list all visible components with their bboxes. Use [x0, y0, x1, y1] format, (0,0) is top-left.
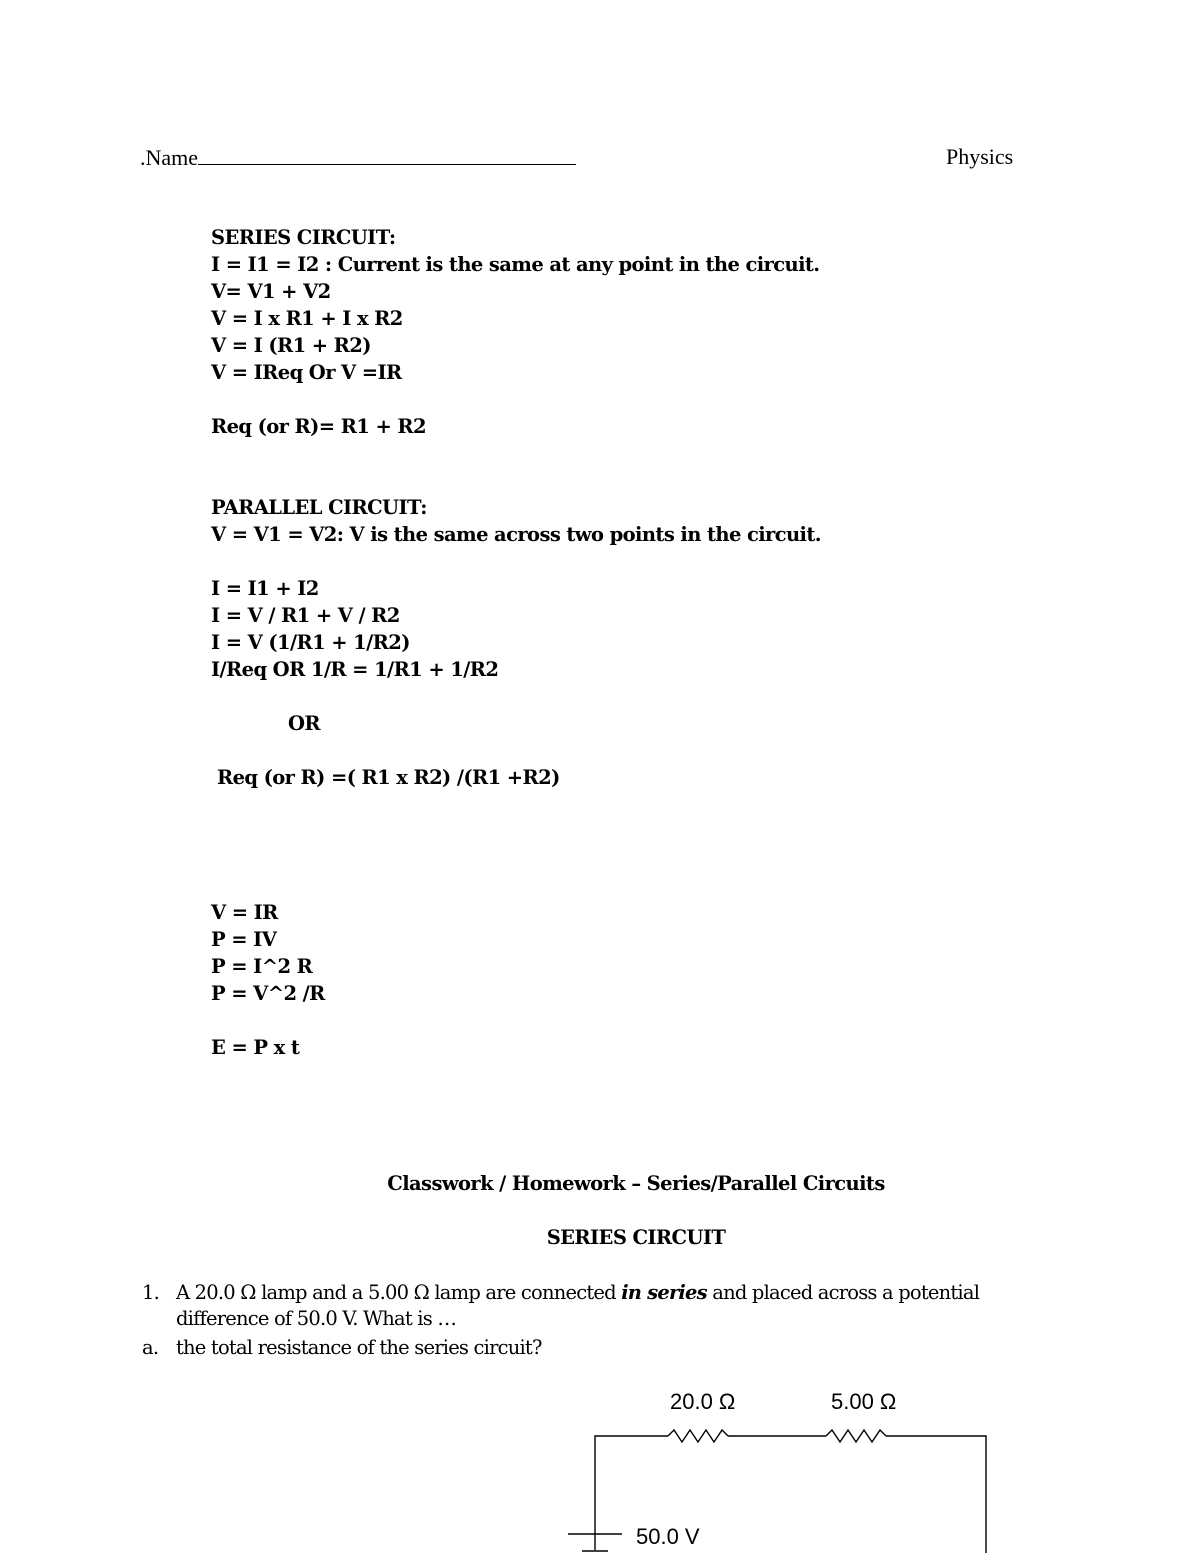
power-line: V = IR	[211, 901, 278, 924]
parallel-formulas	[211, 494, 821, 791]
series-circuit-diagram	[560, 1380, 1000, 1557]
question-1-number: 1.	[142, 1281, 160, 1304]
parallel-line: I = I1 + I2	[211, 577, 319, 600]
worksheet-title: Classwork / Homework – Series/Parallel Circuits	[387, 1172, 885, 1195]
wire-right	[886, 1436, 986, 1553]
resistor-1-label: 20.0 Ω	[670, 1389, 736, 1414]
series-line: V= V1 + V2	[211, 280, 331, 303]
resistor-2-label: 5.00 Ω	[831, 1389, 897, 1414]
question-1-line2: difference of 50.0 V. What is …	[176, 1307, 457, 1330]
series-title: SERIES CIRCUIT:	[211, 226, 396, 249]
series-req: Req (or R)= R1 + R2	[211, 415, 426, 438]
part-a-text: the total resistance of the series circuit?	[176, 1336, 542, 1359]
part-a-label: a.	[142, 1336, 159, 1359]
parallel-req: Req (or R) =( R1 x R2) /(R1 +R2)	[217, 766, 560, 789]
power-line: P = I^2 R	[211, 955, 313, 978]
resistor-2	[826, 1430, 886, 1442]
subject-label: Physics	[946, 144, 1014, 169]
source-label: 50.0 V	[636, 1524, 700, 1549]
worksheet-section: SERIES CIRCUIT	[546, 1226, 726, 1249]
energy-line: E = P x t	[211, 1036, 300, 1059]
name-blank-line[interactable]	[198, 144, 576, 165]
power-formulas	[211, 899, 325, 1061]
question-1-text-before: A 20.0 Ω lamp and a 5.00 Ω lamp are connected	[176, 1281, 622, 1304]
parallel-line: I/Req OR 1/R = 1/R1 + 1/R2	[211, 658, 499, 681]
parallel-lead: V = V1 = V2: V is the same across two points in the circuit.	[211, 523, 821, 546]
power-line: P = IV	[211, 928, 277, 951]
parallel-line: I = V (1/R1 + 1/R2)	[211, 631, 410, 654]
name-label: .Name	[140, 145, 199, 170]
question-1-text-after: and placed across a potential	[706, 1281, 980, 1304]
parallel-or: OR	[288, 712, 320, 735]
series-line: V = IReq Or V =IR	[211, 361, 402, 384]
parallel-title: PARALLEL CIRCUIT:	[211, 496, 427, 519]
parallel-line: I = V / R1 + V / R2	[211, 604, 400, 627]
name-field	[140, 144, 576, 171]
question-1-text	[176, 1280, 979, 1306]
circuit-svg	[560, 1380, 1000, 1553]
question-1-emphasis: in series	[621, 1281, 707, 1304]
series-line: V = I (R1 + R2)	[211, 334, 371, 357]
series-formulas	[211, 224, 819, 440]
series-line: I = I1 = I2 : Current is the same at any point in the circuit.	[211, 253, 820, 276]
series-line: V = I x R1 + I x R2	[211, 307, 403, 330]
resistor-1	[668, 1430, 728, 1442]
power-line: P = V^2 /R	[211, 982, 325, 1005]
